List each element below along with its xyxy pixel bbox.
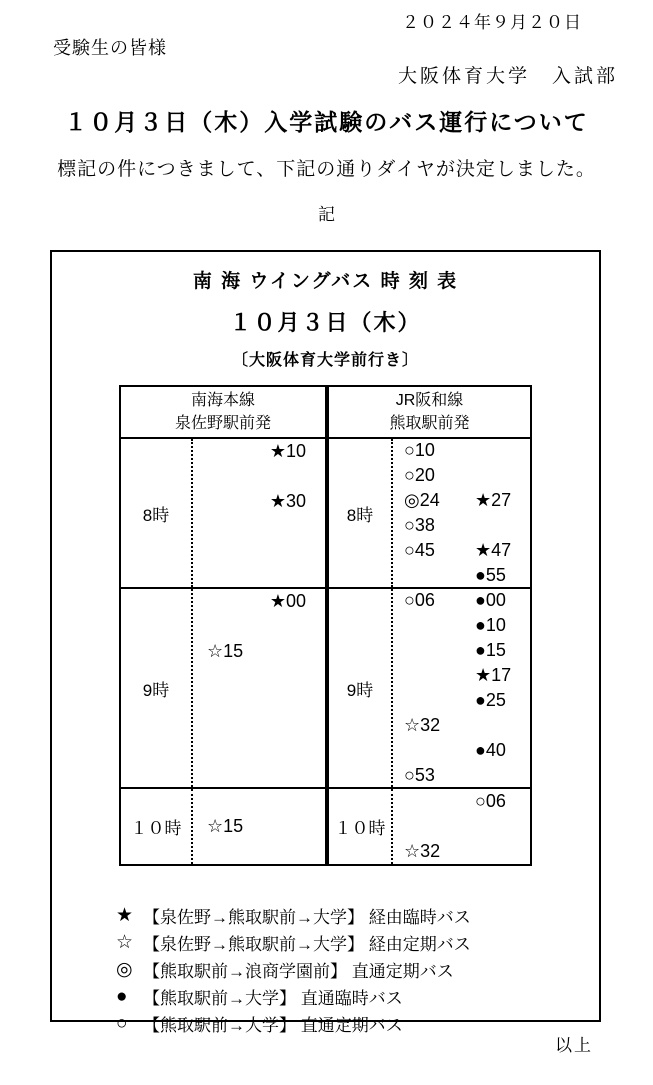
departure-line: [393, 738, 530, 763]
legend-text: 【泉佐野→熊取駅前→大学】 経由定期バス: [143, 935, 471, 954]
departure-entry: [263, 762, 325, 787]
departure-entry: [263, 464, 325, 489]
departure-line: [393, 613, 530, 638]
departure-entry: [193, 839, 263, 864]
timetable-row: [329, 589, 530, 789]
legend-text: 【泉佐野→熊取駅前→大学】 経由臨時バス: [143, 908, 471, 927]
departure-line: [193, 589, 325, 614]
departure-entry: [193, 664, 263, 689]
departure-line: [393, 839, 530, 864]
legend-symbol-icon: ○: [116, 1012, 128, 1034]
departure-entry: [193, 439, 263, 464]
departure-entry: ●40: [475, 740, 506, 760]
departure-entry: [263, 839, 325, 864]
sender-line: 大阪体育大学 入試部: [398, 66, 619, 87]
hour-label: 8時: [346, 505, 374, 525]
addressee-line: 受験生の皆様: [53, 38, 167, 58]
hour-label: 8時: [142, 505, 170, 525]
departure-line: [393, 463, 530, 488]
departure-entry: [193, 614, 263, 639]
departure-entry: [193, 589, 263, 614]
section-header: [329, 387, 530, 439]
legend-row: [116, 929, 599, 956]
departure-cell: [391, 439, 530, 587]
station-line-name: JR阪和線: [395, 392, 464, 409]
departure-entry: ○10: [404, 440, 435, 460]
departure-entry: [193, 563, 263, 588]
departure-entry: [193, 762, 263, 787]
departure-entry: [475, 814, 530, 839]
station-departure-name: 泉佐野駅前発: [174, 415, 271, 432]
departure-line: [393, 814, 530, 839]
departure-line: [193, 789, 325, 814]
symbol-legend: [116, 902, 599, 1037]
bus-timetable: [119, 385, 532, 866]
departure-entry: ○06: [404, 590, 435, 610]
departure-entry: [193, 789, 263, 814]
departure-entry: [393, 738, 475, 763]
departure-entry: [263, 563, 325, 588]
legend-row: [116, 956, 599, 983]
timetable-row: [121, 589, 325, 789]
legend-row: [116, 1010, 599, 1037]
departure-line: [393, 688, 530, 713]
timetable-section: [329, 387, 530, 864]
timetable-row: [329, 789, 530, 864]
departure-line: [393, 663, 530, 688]
departure-line: [393, 538, 530, 563]
departure-entry: [393, 789, 475, 814]
departure-entry: ★10: [269, 441, 306, 461]
departure-entry: ○06: [475, 791, 506, 811]
departure-line: [193, 713, 325, 738]
departure-entry: [263, 614, 325, 639]
departure-entry: ★27: [475, 490, 512, 510]
departure-line: [393, 488, 530, 513]
timetable-row: [121, 789, 325, 864]
departure-entry: ★47: [475, 540, 512, 560]
departure-entry: ☆32: [404, 841, 441, 861]
departure-entry: [393, 663, 475, 688]
departure-line: [393, 563, 530, 588]
departure-entry: ★00: [269, 590, 306, 611]
departure-line: [393, 789, 530, 814]
departure-entry: [193, 688, 263, 713]
document-subtitle: 標記の件につきまして、下記の通りダイヤが決定しました。: [57, 159, 596, 180]
departure-line: [193, 738, 325, 763]
departure-entry: ☆15: [207, 640, 244, 661]
departure-entry: ○53: [404, 765, 435, 785]
legend-text: 【熊取駅前→大学】 直通臨時バス: [143, 989, 403, 1008]
legend-symbol-icon: ☆: [116, 932, 134, 953]
departure-line: [393, 763, 530, 788]
departure-cell: [191, 589, 325, 787]
departure-entry: [393, 563, 475, 588]
departure-line: [193, 514, 325, 539]
departure-line: [193, 489, 325, 514]
departure-entry: [193, 464, 263, 489]
departure-entry: ○38: [404, 515, 435, 535]
section-header: [121, 387, 325, 439]
departure-entry: [393, 638, 475, 663]
departure-entry: [475, 713, 530, 738]
departure-entry: [475, 463, 530, 488]
departure-entry: ●00: [475, 590, 506, 610]
departure-entry: [393, 814, 475, 839]
departure-entry: ●15: [475, 640, 506, 660]
departure-entry: [193, 738, 263, 763]
timetable-destination: 〔大阪体育大学前行き〕: [231, 352, 419, 369]
departure-line: [193, 563, 325, 588]
departure-cell: [191, 789, 325, 864]
document-title: １０月３日（木）入学試験のバス運行について: [64, 109, 589, 135]
timetable-row: [121, 439, 325, 589]
hour-label: １０時: [334, 819, 386, 838]
departure-entry: [263, 538, 325, 563]
departure-entry: ◎24: [404, 490, 440, 510]
departure-entry: ○45: [404, 540, 435, 560]
timetable-section: [121, 387, 329, 864]
departure-entry: ●25: [475, 690, 506, 710]
station-departure-name: 熊取駅前発: [389, 415, 470, 432]
departure-entry: ●10: [475, 615, 506, 635]
departure-entry: ★30: [269, 490, 306, 511]
closing-marker: 以上: [555, 1036, 593, 1055]
departure-entry: ☆32: [404, 715, 441, 735]
departure-entry: [263, 738, 325, 763]
departure-entry: [263, 664, 325, 689]
legend-row: [116, 902, 599, 929]
departure-entry: [475, 438, 530, 463]
departure-entry: [193, 538, 263, 563]
departure-entry: [263, 639, 325, 664]
hour-label: 9時: [346, 680, 374, 700]
departure-line: [193, 639, 325, 664]
departure-entry: [263, 514, 325, 539]
departure-line: [193, 614, 325, 639]
timetable-row: [329, 439, 530, 589]
timetable-date: １０月３日（木）: [229, 310, 422, 335]
departure-line: [393, 713, 530, 738]
departure-entry: ○20: [404, 465, 435, 485]
departure-line: [193, 762, 325, 787]
timetable-box: [50, 250, 601, 1035]
departure-entry: [263, 814, 325, 839]
ki-marker: 記: [318, 205, 335, 224]
departure-entry: [475, 513, 530, 538]
legend-symbol-icon: ●: [116, 985, 128, 1007]
departure-line: [393, 588, 530, 613]
departure-entry: [475, 763, 530, 788]
departure-cell: [191, 439, 325, 587]
departure-entry: [263, 688, 325, 713]
departure-entry: ●55: [475, 565, 506, 585]
departure-entry: [193, 489, 263, 514]
departure-entry: [193, 514, 263, 539]
departure-entry: ☆15: [207, 816, 244, 836]
legend-row: [116, 983, 599, 1010]
timetable-title: 南 海 ウイングバス 時 刻 表: [192, 271, 459, 292]
departure-line: [193, 664, 325, 689]
departure-entry: [263, 789, 325, 814]
departure-cell: [391, 789, 530, 864]
legend-symbol-icon: ◎: [116, 959, 133, 980]
departure-line: [193, 839, 325, 864]
departure-line: [393, 438, 530, 463]
hour-label: １０時: [130, 819, 182, 838]
document-date: ２０２４年９月２０日: [402, 13, 582, 32]
legend-text: 【熊取駅前→浪商学園前】 直通定期バス: [143, 962, 454, 981]
legend-text: 【熊取駅前→大学】 直通定期バス: [143, 1016, 403, 1035]
departure-entry: [393, 688, 475, 713]
departure-entry: [393, 613, 475, 638]
departure-line: [193, 814, 325, 839]
departure-line: [193, 464, 325, 489]
legend-symbol-icon: ★: [116, 905, 134, 926]
departure-cell: [391, 589, 530, 787]
departure-entry: ★17: [475, 665, 512, 685]
departure-line: [193, 439, 325, 464]
departure-entry: [475, 839, 530, 864]
station-line-name: 南海本線: [190, 392, 255, 409]
departure-line: [393, 513, 530, 538]
departure-line: [193, 538, 325, 563]
departure-line: [193, 688, 325, 713]
departure-entry: [193, 713, 263, 738]
departure-entry: [263, 713, 325, 738]
departure-line: [393, 638, 530, 663]
hour-label: 9時: [142, 680, 170, 700]
